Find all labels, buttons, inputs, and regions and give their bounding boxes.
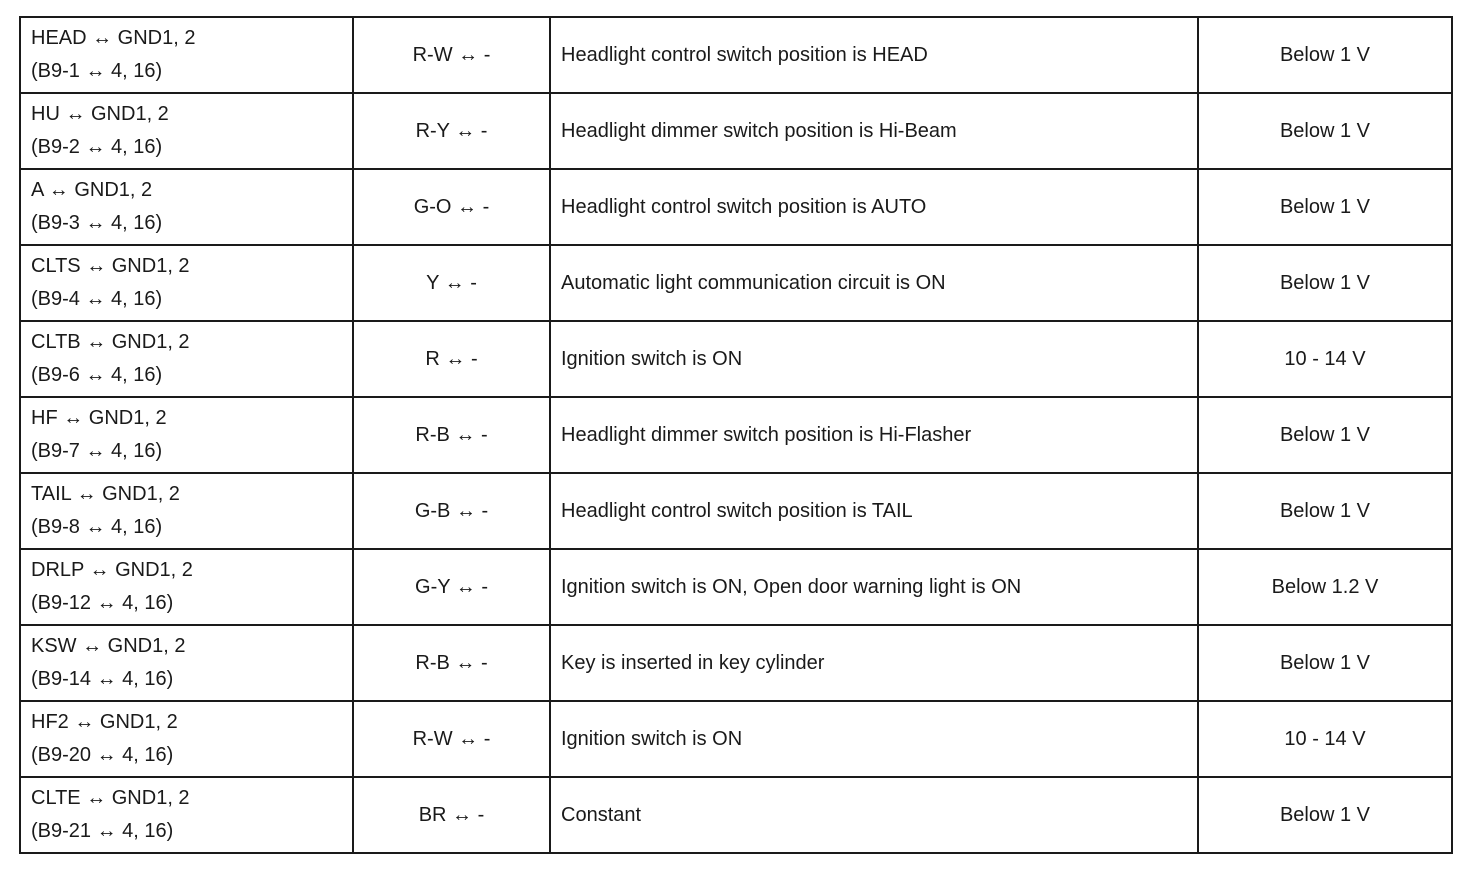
connector-pins: (B9-3 ↔ 4, 16): [31, 212, 163, 234]
connector-pins: (B9-20 ↔ 4, 16): [31, 744, 174, 766]
wire-color-cell: G-Y ↔ -: [353, 549, 550, 625]
table-row: [20, 93, 1452, 169]
terminal-cell: [20, 473, 353, 549]
condition-cell: Headlight control switch position is AUTO: [550, 169, 1198, 245]
wire-color-cell: R-W ↔ -: [353, 701, 550, 777]
table-row: [20, 473, 1452, 549]
connector-pins: (B9-6 ↔ 4, 16): [31, 364, 163, 386]
connector-pins: (B9-1 ↔ 4, 16): [31, 60, 163, 82]
condition-cell: Key is inserted in key cylinder: [550, 625, 1198, 701]
terminal-cell: [20, 777, 353, 853]
terminal-name: HF2 ↔ GND1, 2: [31, 711, 178, 733]
terminal-cell: [20, 169, 353, 245]
terminal-cell: [20, 549, 353, 625]
condition-cell: Headlight dimmer switch position is Hi-Beam: [550, 93, 1198, 169]
terminal-name: HU ↔ GND1, 2: [31, 103, 169, 125]
table-row: [20, 245, 1452, 321]
terminal-name: CLTB ↔ GND1, 2: [31, 331, 190, 353]
table-row: [20, 321, 1452, 397]
terminal-cell: [20, 625, 353, 701]
condition-cell: Ignition switch is ON: [550, 701, 1198, 777]
condition-cell: Automatic light communication circuit is ON: [550, 245, 1198, 321]
specified-condition-cell: 10 - 14 V: [1198, 701, 1452, 777]
terminal-name: HEAD ↔ GND1, 2: [31, 27, 196, 49]
table-row: [20, 17, 1452, 93]
condition-cell: Ignition switch is ON, Open door warning light is ON: [550, 549, 1198, 625]
table-row: [20, 397, 1452, 473]
specified-condition-cell: Below 1 V: [1198, 245, 1452, 321]
terminal-cell: [20, 701, 353, 777]
connector-pins: (B9-12 ↔ 4, 16): [31, 592, 174, 614]
terminal-name: KSW ↔ GND1, 2: [31, 635, 186, 657]
terminal-cell: [20, 397, 353, 473]
table-row: [20, 549, 1452, 625]
specified-condition-cell: Below 1 V: [1198, 777, 1452, 853]
specified-condition-cell: Below 1 V: [1198, 17, 1452, 93]
condition-cell: Constant: [550, 777, 1198, 853]
terminal-cell: [20, 17, 353, 93]
terminal-name: CLTS ↔ GND1, 2: [31, 255, 190, 277]
terminal-name: TAIL ↔ GND1, 2: [31, 483, 180, 505]
wire-color-cell: R-W ↔ -: [353, 17, 550, 93]
condition-cell: Ignition switch is ON: [550, 321, 1198, 397]
wire-color-cell: R ↔ -: [353, 321, 550, 397]
terminal-spec-table: [19, 16, 1453, 854]
table-body: [20, 17, 1452, 853]
specified-condition-cell: Below 1.2 V: [1198, 549, 1452, 625]
condition-cell: Headlight control switch position is HEAD: [550, 17, 1198, 93]
wire-color-cell: G-O ↔ -: [353, 169, 550, 245]
specified-condition-cell: Below 1 V: [1198, 93, 1452, 169]
connector-pins: (B9-8 ↔ 4, 16): [31, 516, 163, 538]
terminal-name: DRLP ↔ GND1, 2: [31, 559, 193, 581]
terminal-cell: [20, 321, 353, 397]
specified-condition-cell: 10 - 14 V: [1198, 321, 1452, 397]
specified-condition-cell: Below 1 V: [1198, 473, 1452, 549]
connector-pins: (B9-7 ↔ 4, 16): [31, 440, 163, 462]
connector-pins: (B9-2 ↔ 4, 16): [31, 136, 163, 158]
table-row: [20, 777, 1452, 853]
specified-condition-cell: Below 1 V: [1198, 169, 1452, 245]
connector-pins: (B9-4 ↔ 4, 16): [31, 288, 163, 310]
wire-color-cell: BR ↔ -: [353, 777, 550, 853]
wire-color-cell: Y ↔ -: [353, 245, 550, 321]
wire-color-cell: R-B ↔ -: [353, 625, 550, 701]
specified-condition-cell: Below 1 V: [1198, 625, 1452, 701]
terminal-name: A ↔ GND1, 2: [31, 179, 153, 201]
table-row: [20, 701, 1452, 777]
specified-condition-cell: Below 1 V: [1198, 397, 1452, 473]
table-row: [20, 169, 1452, 245]
connector-pins: (B9-14 ↔ 4, 16): [31, 668, 174, 690]
terminal-name: HF ↔ GND1, 2: [31, 407, 167, 429]
condition-cell: Headlight control switch position is TAIL: [550, 473, 1198, 549]
wire-color-cell: G-B ↔ -: [353, 473, 550, 549]
terminal-name: CLTE ↔ GND1, 2: [31, 787, 190, 809]
table-row: [20, 625, 1452, 701]
connector-pins: (B9-21 ↔ 4, 16): [31, 820, 174, 842]
wire-color-cell: R-Y ↔ -: [353, 93, 550, 169]
condition-cell: Headlight dimmer switch position is Hi-Flasher: [550, 397, 1198, 473]
terminal-cell: [20, 245, 353, 321]
terminal-cell: [20, 93, 353, 169]
wire-color-cell: R-B ↔ -: [353, 397, 550, 473]
